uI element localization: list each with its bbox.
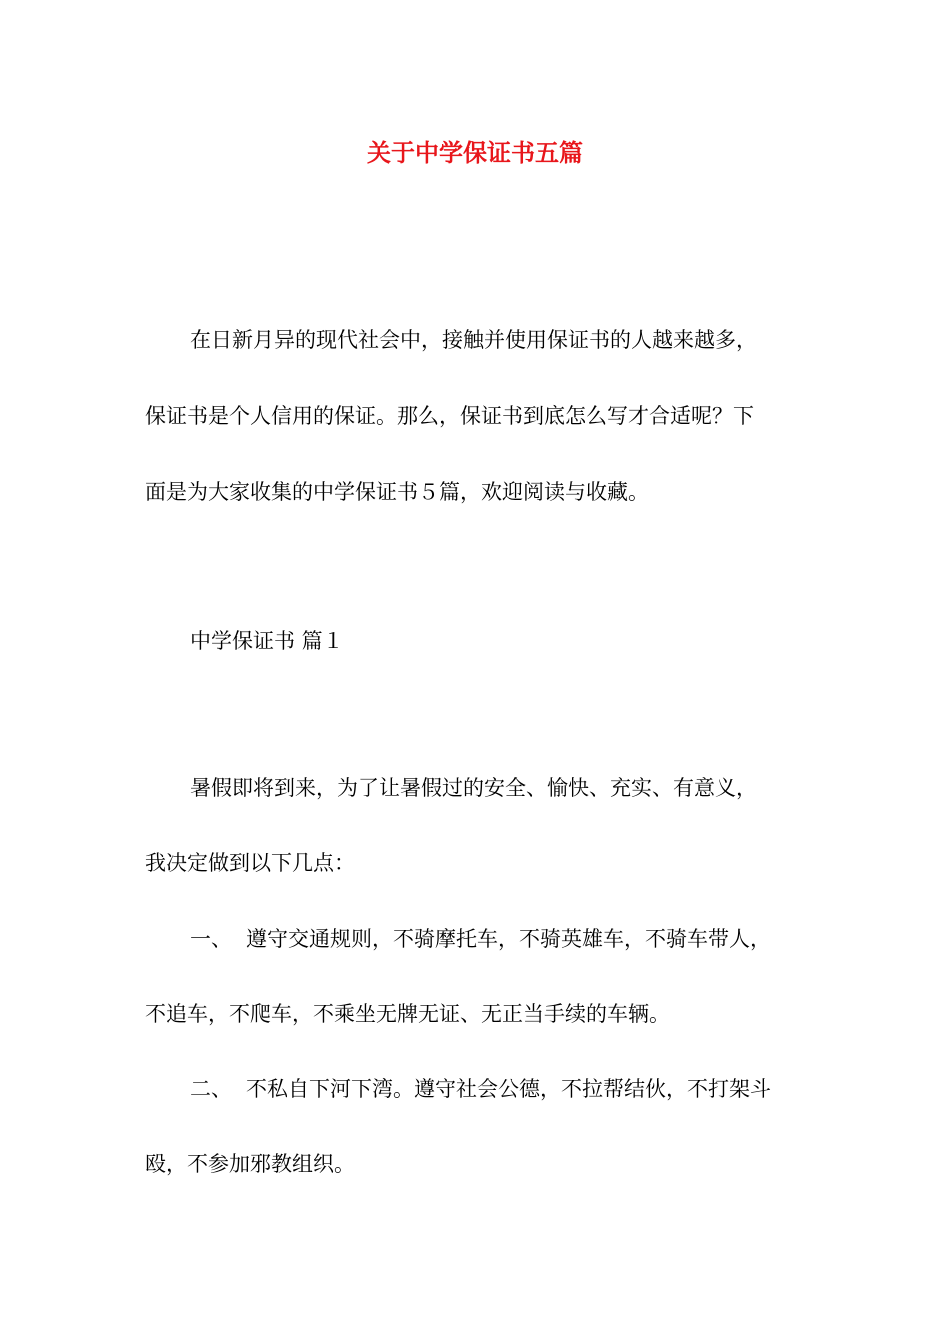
intro-line-3: 面是为大家收集的中学保证书５篇，欢迎阅读与收藏。 — [145, 480, 649, 504]
section-heading: 中学保证书 篇１ — [190, 629, 344, 653]
item-2-line-2: 殴，不参加邪教组织。 — [145, 1152, 355, 1176]
item-2-number: 二、 — [190, 1077, 232, 1101]
item-2-text: 不私自下河下湾。遵守社会公德，不拉帮结伙，不打架斗 — [246, 1077, 771, 1101]
document-title: 关于中学保证书五篇 — [367, 138, 583, 167]
body-p1-line-1: 暑假即将到来，为了让暑假过的安全、愉快、充实、有意义， — [190, 776, 757, 800]
intro-line-2: 保证书是个人信用的保证。那么，保证书到底怎么写才合适呢？下 — [145, 404, 754, 428]
item-1-text: 遵守交通规则，不骑摩托车，不骑英雄车，不骑车带人， — [246, 927, 771, 951]
item-2-line-1 — [190, 1074, 771, 1104]
intro-line-1: 在日新月异的现代社会中，接触并使用保证书的人越来越多， — [190, 328, 757, 352]
body-p1-line-2: 我决定做到以下几点： — [145, 851, 355, 875]
item-1-number: 一、 — [190, 927, 232, 951]
item-1-line-2: 不追车，不爬车，不乘坐无牌无证、无正当手续的车辆。 — [145, 1002, 670, 1026]
item-1-line-1 — [190, 924, 771, 954]
